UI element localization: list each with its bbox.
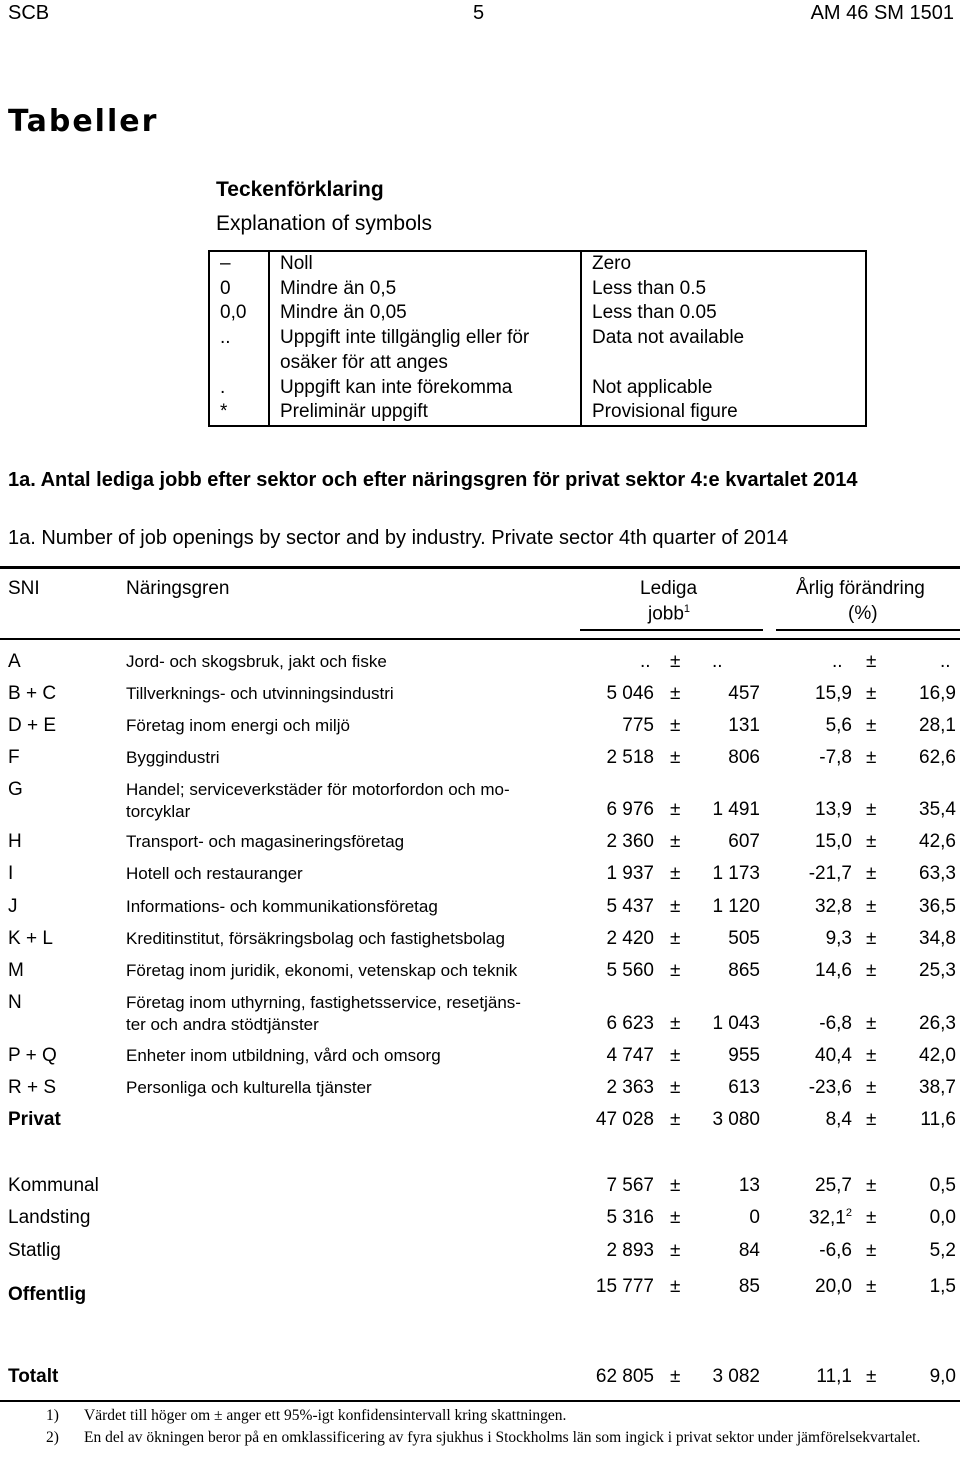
row-industry: Jord- och skogsbruk, jakt och fiske (126, 652, 387, 671)
symbol-row (209, 400, 866, 426)
header-rule-jobs (580, 629, 763, 631)
row-change-ci: 35,4 (919, 799, 956, 820)
col-jobs-line2: jobb$^1$ (648, 603, 691, 625)
symbol: .. (209, 326, 269, 375)
row-change-ci: 34,8 (919, 928, 956, 949)
symbol-row (209, 376, 866, 401)
symbols-table (208, 250, 867, 427)
table-row (0, 715, 960, 745)
row-jobs-ci: 131 (728, 715, 760, 736)
symbols-title-en: Explanation of symbols (216, 212, 432, 235)
row-code: I (8, 863, 14, 884)
row-jobs-ci: 865 (728, 960, 760, 981)
page-number: 5 (473, 2, 485, 24)
table-row-private-total (0, 1109, 960, 1139)
symbol-en: Less than 0.5 (592, 277, 707, 299)
row-code: K + L (8, 928, 53, 949)
table-row (0, 651, 960, 681)
row-jobs: 7 567 (606, 1175, 654, 1196)
pm-sign: ± (866, 896, 877, 917)
row-code: H (8, 831, 22, 852)
pm-sign: ± (866, 1366, 877, 1387)
symbol: 0 (220, 277, 231, 299)
symbol: * (209, 400, 269, 426)
symbol-row (209, 277, 866, 326)
row-jobs-ci: 1 173 (712, 863, 760, 884)
table-row (0, 960, 960, 990)
row-change-ci: 25,3 (919, 960, 956, 981)
row-change-ci: 0,5 (929, 1175, 956, 1196)
row-jobs: 5 316 (606, 1207, 654, 1228)
header-left: SCB (8, 2, 50, 24)
col-change-line2: (%) (848, 603, 878, 624)
row-jobs-ci: 1 043 (712, 1013, 760, 1034)
row-change: 13,9 (815, 799, 852, 820)
row-change: 8,4 (825, 1109, 852, 1130)
row-jobs-ci: .. (712, 651, 723, 672)
table-row (0, 683, 960, 713)
table-row (0, 779, 960, 829)
row-jobs: 1 937 (606, 863, 654, 884)
symbol-sv: Mindre än 0,05 (280, 302, 407, 324)
row-jobs-ci: 84 (738, 1240, 760, 1261)
pm-sign: ± (866, 683, 877, 704)
row-code: N (8, 992, 22, 1013)
row-change: -6,6 (819, 1240, 852, 1261)
row-code: Kommunal (8, 1175, 99, 1196)
header-right: AM 46 SM 1501 (810, 2, 954, 24)
pm-sign: ± (670, 1077, 681, 1098)
table-caption-sv: 1a. Antal lediga jobb efter sektor och efter näringsgren för privat sektor 4:e kvartalet 2014 (8, 469, 858, 491)
pm-sign: ± (670, 715, 681, 736)
col-sni: SNI (8, 578, 40, 599)
row-change: 5,6 (825, 715, 852, 736)
row-industry: Handel; serviceverkstäder för motorfordon och mo- (126, 780, 510, 799)
row-code: Privat (8, 1109, 61, 1130)
symbol-row (209, 326, 866, 375)
row-change-ci: 26,3 (919, 1013, 956, 1034)
header-rule-change (776, 629, 960, 631)
pm-sign: ± (670, 960, 681, 981)
row-jobs-ci: 13 (738, 1175, 760, 1196)
row-change: 14,6 (815, 960, 852, 981)
symbol-sv: Uppgift inte tillgänglig eller för osäker för att anges (269, 326, 581, 375)
row-jobs: 2 363 (606, 1077, 654, 1098)
row-change-ci: 16,9 (919, 683, 956, 704)
pm-sign: ± (866, 863, 877, 884)
row-jobs: .. (640, 651, 651, 672)
row-industry: Enheter inom utbildning, vård och omsorg (126, 1046, 441, 1065)
row-change-ci: 36,5 (919, 896, 956, 917)
table-row (0, 1240, 960, 1270)
row-jobs-ci: 1 120 (712, 896, 760, 917)
row-change-ci: 42,6 (919, 831, 956, 852)
table-row (0, 896, 960, 926)
row-change: 9,3 (825, 928, 852, 949)
row-change: 11,1 (816, 1366, 852, 1387)
table-row (0, 992, 960, 1044)
row-change-ci: 5,2 (929, 1240, 956, 1261)
pm-sign: ± (866, 1207, 877, 1228)
table-row (0, 1175, 960, 1205)
row-code: F (8, 747, 20, 768)
row-jobs: 2 420 (606, 928, 654, 949)
row-change: -6,8 (819, 1013, 852, 1034)
pm-sign: ± (670, 1109, 681, 1130)
pm-sign: ± (670, 747, 681, 768)
row-jobs: 6 623 (606, 1013, 654, 1034)
pm-sign: ± (670, 928, 681, 949)
row-code: M (8, 960, 24, 981)
col-change-line1: Årlig förändring (796, 578, 925, 599)
pm-sign: ± (866, 1175, 877, 1196)
row-change-ci: 11,6 (920, 1109, 956, 1130)
pm-sign: ± (866, 1240, 877, 1261)
row-industry: Transport- och magasineringsföretag (126, 832, 405, 851)
pm-sign: ± (866, 928, 877, 949)
pm-sign: ± (670, 651, 681, 672)
pm-sign: ± (866, 1077, 877, 1098)
symbol: . (209, 376, 269, 401)
pm-sign: ± (866, 651, 877, 672)
row-jobs: 775 (622, 715, 654, 736)
row-jobs: 2 893 (606, 1240, 654, 1261)
pm-sign: ± (670, 896, 681, 917)
pm-sign: ± (866, 1276, 877, 1297)
pm-sign: ± (866, 747, 877, 768)
symbol-sv: Noll (269, 251, 581, 277)
row-jobs-ci: 505 (728, 928, 760, 949)
symbol: – (209, 251, 269, 277)
symbol-en: Data not available (581, 326, 866, 375)
row-jobs: 2 518 (606, 747, 654, 768)
row-change: 20,0 (815, 1276, 852, 1297)
row-jobs-ci: 955 (728, 1045, 760, 1066)
row-change: 40,4 (815, 1045, 852, 1066)
symbol-en: Zero (581, 251, 866, 277)
row-code: A (8, 651, 21, 672)
pm-sign: ± (866, 831, 877, 852)
row-jobs: 15 777 (595, 1276, 654, 1297)
pm-sign: ± (670, 683, 681, 704)
pm-sign: ± (866, 1045, 877, 1066)
row-industry: Tillverknings- och utvinningsindustri (126, 684, 394, 703)
symbol-sv: Uppgift kan inte förekomma (269, 376, 581, 401)
symbol-sv: Preliminär uppgift (269, 400, 581, 426)
row-jobs: 62 805 (595, 1366, 654, 1387)
row-jobs: 5 437 (606, 896, 654, 917)
row-industry: Företag inom juridik, ekonomi, vetenskap och teknik (126, 961, 518, 980)
page-title: Tabeller (8, 104, 159, 139)
row-industry: Företag inom uthyrning, fastighetsservice, resetjäns- (126, 993, 521, 1012)
row-code: R + S (8, 1077, 57, 1098)
row-change: 32,8 (815, 896, 852, 917)
row-change: 32,1 (808, 1207, 846, 1229)
row-jobs-ci: 0 (749, 1207, 760, 1228)
row-code: J (8, 896, 18, 917)
footnote-text: Värdet till höger om ± anger ett 95%-igt konfidensintervall kring skattningen. (84, 1407, 567, 1424)
row-change: 25,7 (815, 1175, 852, 1196)
row-change-ci: 38,7 (919, 1077, 956, 1098)
row-change: -23,6 (808, 1077, 852, 1098)
footnote-text: En del av ökningen beror på en omklassificering av fyra sjukhus i Stockholms län som ingick i privat sektor under jämförelsekvartalet. (84, 1429, 921, 1446)
row-jobs: 4 747 (606, 1045, 654, 1066)
pm-sign: ± (866, 799, 877, 820)
row-code: Statlig (8, 1240, 61, 1261)
symbol-row (209, 251, 866, 277)
symbol: 0,0 (220, 302, 247, 324)
table-row (0, 1077, 960, 1107)
row-code: Offentlig (8, 1284, 87, 1305)
row-industry: Kreditinstitut, försäkringsbolag och fastighetsbolag (126, 929, 505, 948)
row-code: P + Q (8, 1045, 57, 1066)
row-change: .. (832, 651, 843, 672)
table-row (0, 831, 960, 861)
row-industry-cont: ter och andra stödtjänster (126, 1015, 319, 1034)
pm-sign: ± (866, 1109, 877, 1130)
row-jobs: 5 046 (606, 683, 654, 704)
row-code: Totalt (8, 1366, 59, 1387)
row-change: -7,8 (819, 747, 852, 768)
row-change-ci: 63,3 (919, 863, 956, 884)
row-jobs-ci: 1 491 (712, 799, 760, 820)
row-change-ci: 42,0 (919, 1045, 956, 1066)
row-jobs-ci: 3 080 (712, 1109, 760, 1130)
row-change: 15,9 (815, 683, 852, 704)
table-row (0, 863, 960, 893)
row-industry: Företag inom energi och miljö (126, 716, 350, 735)
row-change-ci: .. (940, 651, 951, 672)
symbol-en: Not applicable (581, 376, 866, 401)
table-row (0, 1045, 960, 1075)
symbol-sv: Mindre än 0,5 (280, 277, 397, 299)
symbols-title-sv: Teckenförklaring (216, 178, 384, 201)
header-rule-top (0, 566, 960, 569)
pm-sign: ± (670, 1276, 681, 1297)
row-industry: Informations- och kommunikationsföretag (126, 897, 438, 916)
row-industry: Byggindustri (126, 748, 220, 767)
table-bottom-rule (0, 1400, 960, 1402)
row-change-ci: 62,6 (919, 747, 956, 768)
row-industry: Personliga och kulturella tjänster (126, 1078, 372, 1097)
row-change-ci: 1,5 (929, 1276, 956, 1297)
table-row (0, 747, 960, 777)
row-change-note: 2 (845, 1207, 852, 1219)
footnote-number: 1) (46, 1407, 59, 1424)
pm-sign: ± (670, 831, 681, 852)
pm-sign: ± (670, 1013, 681, 1034)
row-jobs-ci: 607 (728, 831, 760, 852)
row-jobs: 2 360 (606, 831, 654, 852)
row-jobs-ci: 806 (728, 747, 760, 768)
row-change-ci: 9,0 (929, 1366, 956, 1387)
table-row-public-total (0, 1276, 960, 1306)
row-jobs-ci: 3 082 (712, 1366, 760, 1387)
row-change-ci: 28,1 (919, 715, 956, 736)
symbol-en: Less than 0.05 (592, 302, 717, 324)
table-caption-en: 1a. Number of job openings by sector and by industry. Private sector 4th quarter of 2014 (8, 527, 789, 549)
row-jobs: 5 560 (606, 960, 654, 981)
col-industry: Näringsgren (126, 578, 230, 599)
col-jobs-line1: Lediga (640, 578, 698, 599)
row-jobs-ci: 85 (738, 1276, 760, 1297)
footnote-number: 2) (46, 1429, 59, 1446)
table-row (0, 928, 960, 958)
row-code: G (8, 779, 23, 800)
row-jobs-ci: 457 (728, 683, 760, 704)
header-rule-bottom (0, 638, 960, 640)
row-change-ci: 0,0 (929, 1207, 956, 1228)
pm-sign: ± (670, 1240, 681, 1261)
pm-sign: ± (670, 1366, 681, 1387)
pm-sign: ± (670, 1175, 681, 1196)
pm-sign: ± (670, 799, 681, 820)
pm-sign: ± (670, 1045, 681, 1066)
row-code: B + C (8, 683, 57, 704)
row-change: 15,0 (815, 831, 852, 852)
table-row (0, 1207, 960, 1237)
row-jobs-ci: 613 (728, 1077, 760, 1098)
pm-sign: ± (670, 863, 681, 884)
table-row-grand-total (0, 1366, 960, 1396)
row-jobs: 47 028 (595, 1109, 654, 1130)
row-industry-cont: torcyklar (126, 802, 191, 821)
symbol-en: Provisional figure (581, 400, 866, 426)
row-code: Landsting (8, 1207, 91, 1228)
row-jobs: 6 976 (606, 799, 654, 820)
col-jobs-note: 1 (683, 603, 691, 615)
pm-sign: ± (866, 715, 877, 736)
pm-sign: ± (866, 960, 877, 981)
pm-sign: ± (670, 1207, 681, 1228)
row-industry: Hotell och restauranger (126, 864, 303, 883)
row-code: D + E (8, 715, 57, 736)
pm-sign: ± (866, 1013, 877, 1034)
row-change: -21,7 (808, 863, 852, 884)
